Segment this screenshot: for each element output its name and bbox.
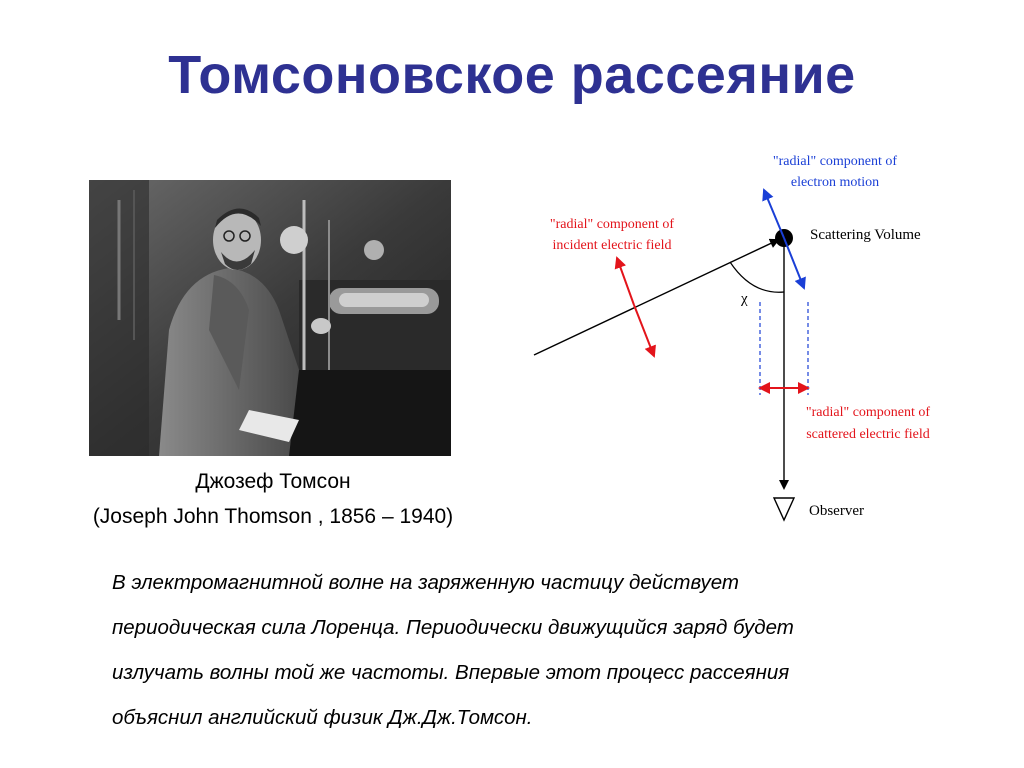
slide-title: Томсоновское рассеяние (168, 45, 856, 105)
incident-field-arrow-up (617, 258, 634, 305)
explanation-line: периодическая сила Лоренца. Периодически движущийся заряд будет (112, 616, 794, 639)
portrait-caption-full-name: (Joseph John Thomson , 1856 – 1940) (92, 505, 454, 528)
scattered-field-label-line1: "radial" component of (805, 405, 931, 420)
explanation-line: объяснил английский физик Дж.Дж.Томсон. (112, 706, 533, 729)
observer-icon (774, 498, 794, 520)
portrait-caption-name: Джозеф Томсон (195, 470, 351, 493)
electron-motion-arrow-up (764, 190, 784, 238)
explanation-line: В электромагнитной волне на заряженную частицу действует (112, 571, 740, 594)
thomson-portrait-photo (89, 180, 451, 456)
incident-field-arrow-down (634, 305, 654, 356)
scattered-field-label-line2: scattered electric field (806, 427, 930, 442)
electron-motion-label-line2: electron motion (790, 175, 880, 190)
observer-label: Observer (809, 503, 864, 519)
electron-motion-label-line1: "radial" component of (772, 154, 898, 169)
explanation-paragraph (112, 560, 992, 740)
incident-field-label-line2: incident electric field (552, 238, 672, 253)
explanation-line: излучать волны той же частоты. Впервые этот процесс рассеяния (112, 661, 790, 684)
incident-field-label-line1: "radial" component of (549, 217, 675, 232)
angle-arc (730, 262, 784, 292)
angle-chi-label: χ (741, 291, 748, 307)
scattering-diagram (520, 140, 1020, 540)
electron-motion-arrow-down (784, 238, 804, 288)
scattering-volume-label: Scattering Volume (810, 227, 921, 243)
